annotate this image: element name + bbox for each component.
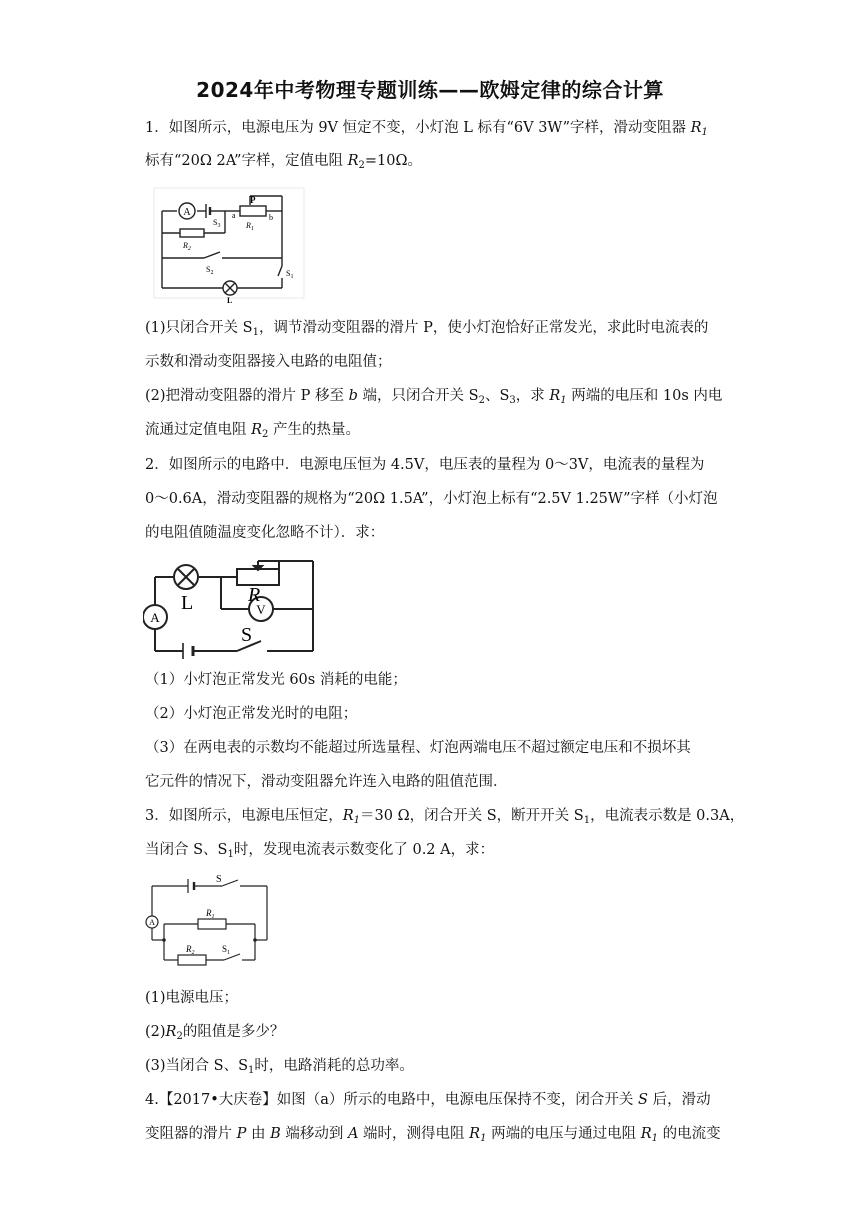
slider-p-label: P bbox=[250, 195, 256, 205]
q1-part2-line-2: 流通过定值电阻 $R_2$ 产生的热量。 bbox=[145, 422, 361, 440]
page-title: 2024年中考物理专题训练——欧姆定律的综合计算 bbox=[196, 78, 664, 102]
switch-s-label: S bbox=[216, 874, 222, 885]
end-a-label: a bbox=[232, 211, 236, 220]
svg-text:V: V bbox=[256, 602, 266, 617]
q1-part1-line-1: (1)只闭合开关 $S_1$，调节滑动变阻器的滑片 P，使小灯泡恰好正常发光，求此时电流表的 bbox=[145, 320, 709, 338]
lamp-icon bbox=[174, 565, 198, 589]
q2-line-1: 2．如图所示的电路中．电源电压恒为 4.5V，电压表的量程为 0～3V，电流表的量程为 bbox=[145, 457, 705, 473]
switch-label: S bbox=[241, 624, 253, 646]
ammeter-icon bbox=[146, 916, 158, 928]
battery-icon bbox=[206, 204, 210, 218]
q3-line-1: 3．如图所示，电源电压恒定，$R_1=30$ Ω，闭合开关 S，断开开关 $S_1$，电流表示数是 0.3A， bbox=[145, 808, 745, 826]
r1-label: $R_1$ bbox=[206, 908, 215, 920]
s1-label: $S_1$ bbox=[286, 269, 294, 280]
s2-label: $S_2$ bbox=[206, 265, 214, 276]
s3-label: $S_3$ bbox=[213, 218, 221, 229]
r2-label: $R_2$ bbox=[186, 944, 195, 956]
end-b-label: b bbox=[269, 213, 273, 222]
r1-label: $R_1$ bbox=[246, 221, 254, 232]
ammeter-icon bbox=[179, 203, 195, 219]
q1-line-1: 1．如图所示，电源电压为 9V 恒定不变，小灯泡 L 标有“6V 3W”字样，滑动变阻器 $R_1$ bbox=[145, 120, 708, 138]
svg-text:A: A bbox=[183, 207, 191, 218]
q2-sub-1: （1）小灯泡正常发光 60s 消耗的电能； bbox=[145, 672, 407, 688]
q1-part1-line-2: 示数和滑动变阻器接入电路的电阻值； bbox=[145, 354, 392, 370]
lamp-label: L bbox=[181, 592, 194, 614]
r2-label: $R_2$ bbox=[183, 241, 191, 252]
switch-s1-label: $S_1$ bbox=[222, 944, 231, 956]
battery-icon bbox=[188, 879, 194, 893]
q4-line-2: 变阻器的滑片 P 由 B 端移动到 A 端时，测得电阻 $R_1$ 两端的电压与通过电阻 $R_1$ 的电流变 bbox=[145, 1126, 721, 1144]
q2-line-2: 0～0.6A，滑动变阻器的规格为“20Ω 1.5A”，小灯泡上标有“2.5V 1.25W”字样（小灯泡 bbox=[145, 491, 718, 507]
q2-sub-2: （2）小灯泡正常发光时的电阻； bbox=[145, 706, 358, 722]
ammeter-icon bbox=[143, 605, 167, 629]
q3-sub-3: (3)当闭合 S、$S_1$时，电路消耗的总功率。 bbox=[145, 1058, 414, 1076]
svg-text:A: A bbox=[149, 918, 155, 927]
q3-line-2: 当闭合 S、$S_1$时，发现电流表示数变化了 0.2 A，求： bbox=[145, 842, 495, 860]
q2-line-3: 的电阻值随温度变化忽略不计）．求： bbox=[145, 525, 385, 541]
lamp-label: L bbox=[227, 296, 233, 304]
q1-circuit-diagram bbox=[150, 186, 310, 304]
q2-sub-3-line-2: 它元件的情况下，滑动变阻器允许连入电路的阻值范围． bbox=[145, 774, 508, 790]
q4-line-1: 4.【2017•大庆卷】如图（a）所示的电路中，电源电压保持不变，闭合开关 S 后，滑动 bbox=[145, 1092, 711, 1108]
battery-icon bbox=[183, 643, 193, 659]
q1-part2-line-1: (2)把滑动变阻器的滑片 P 移至 b 端，只闭合开关 $S_2$、$S_3$，求 $R_1$ 两端的电压和 10s 内电 bbox=[145, 388, 723, 406]
q3-circuit-diagram bbox=[140, 872, 275, 972]
q3-sub-1: (1)电源电压； bbox=[145, 990, 239, 1006]
q3-sub-2: $(2)R_2$的阻值是多少？ bbox=[145, 1024, 285, 1042]
q2-circuit-diagram bbox=[143, 557, 323, 662]
q1-line-2: 标有“20Ω 2A”字样，定值电阻 $R_2=10\Omega$。 bbox=[145, 153, 423, 171]
svg-text:A: A bbox=[150, 610, 160, 625]
rheostat-label: R bbox=[248, 584, 261, 606]
q2-sub-3-line-1: （3）在两电表的示数均不能超过所选量程、灯泡两端电压不超过额定电压和不损坏其 bbox=[145, 740, 691, 756]
